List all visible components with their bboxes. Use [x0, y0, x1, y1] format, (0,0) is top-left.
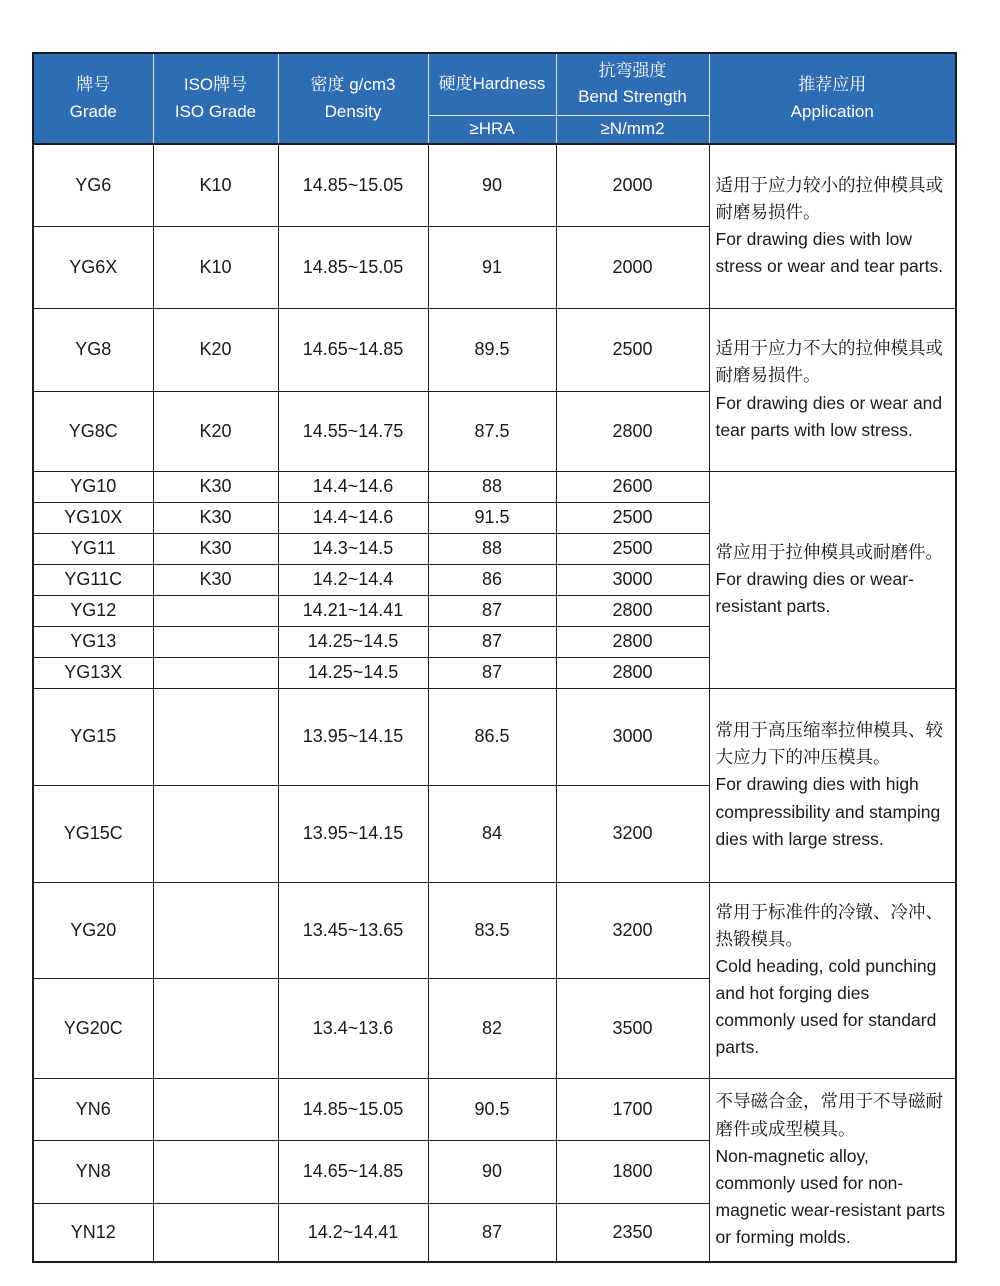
header-iso-zh: ISO牌号: [183, 75, 248, 95]
application-text-zh: 常用于高压缩率拉伸模具、较大应力下的冲压模具。: [715, 720, 943, 768]
application-cell: [709, 882, 956, 1078]
iso-cell: [153, 978, 278, 1078]
grade-cell: YG6X: [33, 226, 153, 308]
hra-cell: 84: [428, 785, 556, 882]
header-density-en: Density: [324, 101, 382, 121]
bend-cell: 3200: [556, 785, 709, 882]
iso-cell: K30: [153, 471, 278, 502]
header-bend-zh: 抗弯强度: [598, 60, 667, 80]
bend-cell: 3000: [556, 564, 709, 595]
hra-cell: 89.5: [428, 308, 556, 391]
iso-cell: K10: [153, 226, 278, 308]
density-cell: 14.85~15.05: [278, 1078, 428, 1140]
header-application-zh: 推荐应用: [798, 75, 867, 95]
application-text-en: For drawing dies with high compressibility and stamping dies with large stress.: [715, 774, 941, 849]
carbide-grades-table: [32, 52, 957, 1263]
hra-cell: 90: [428, 144, 556, 226]
grade-cell: YG6: [33, 144, 153, 226]
bend-cell: 1800: [556, 1140, 709, 1203]
grade-cell: YG13X: [33, 657, 153, 688]
application-text-zh: 不导磁合金，常用于不导磁耐磨件或成型模具。: [715, 1091, 943, 1139]
table-row: [33, 144, 956, 226]
grade-cell: YG12: [33, 595, 153, 626]
header-hardness-unit: ≥HRA: [428, 115, 556, 144]
density-cell: 14.4~14.6: [278, 502, 428, 533]
hra-cell: 88: [428, 533, 556, 564]
table-body: [33, 144, 956, 1262]
header-iso-en: ISO Grade: [174, 101, 257, 121]
density-cell: 14.2~14.4: [278, 564, 428, 595]
bend-cell: 2800: [556, 391, 709, 471]
application-text-en: For drawing dies with low stress or wear and tear parts.: [715, 229, 944, 277]
density-cell: 14.25~14.5: [278, 626, 428, 657]
bend-cell: 2500: [556, 533, 709, 564]
density-cell: 14.65~14.85: [278, 1140, 428, 1203]
table-row: [33, 308, 956, 391]
bend-cell: 2350: [556, 1203, 709, 1262]
bend-cell: 3000: [556, 688, 709, 785]
grade-cell: YN6: [33, 1078, 153, 1140]
header-density-zh: 密度 g/cm3: [310, 75, 396, 95]
grade-cell: YN8: [33, 1140, 153, 1203]
density-cell: 14.55~14.75: [278, 391, 428, 471]
header-application-en: Application: [790, 101, 874, 121]
application-text-en: Cold heading, cold punching and hot forging dies commonly used for standard parts.: [715, 955, 937, 1058]
bend-cell: 2500: [556, 308, 709, 391]
application-text-en: For drawing dies or wear and tear parts with low stress.: [715, 392, 943, 440]
hra-cell: 91.5: [428, 502, 556, 533]
iso-cell: [153, 595, 278, 626]
iso-cell: [153, 657, 278, 688]
density-cell: 14.4~14.6: [278, 471, 428, 502]
application-text-zh: 常应用于拉伸模具或耐磨件。: [715, 541, 943, 562]
hra-cell: 91: [428, 226, 556, 308]
hra-cell: 88: [428, 471, 556, 502]
iso-cell: K20: [153, 308, 278, 391]
density-cell: 13.4~13.6: [278, 978, 428, 1078]
hra-cell: 90.5: [428, 1078, 556, 1140]
grade-cell: YG10: [33, 471, 153, 502]
header-grade: [33, 53, 153, 144]
density-cell: 13.45~13.65: [278, 882, 428, 978]
iso-cell: [153, 1203, 278, 1262]
hra-cell: 87: [428, 595, 556, 626]
bend-cell: 2500: [556, 502, 709, 533]
header-iso-grade: [153, 53, 278, 144]
application-text-zh: 适用于应力不大的拉伸模具或耐磨易损件。: [715, 338, 943, 386]
hra-cell: 83.5: [428, 882, 556, 978]
density-cell: 14.3~14.5: [278, 533, 428, 564]
header-bend-strength: [556, 53, 709, 115]
density-cell: 13.95~14.15: [278, 785, 428, 882]
density-cell: 14.65~14.85: [278, 308, 428, 391]
table-row: [33, 882, 956, 978]
density-cell: 14.85~15.05: [278, 226, 428, 308]
header-application: [709, 53, 956, 144]
iso-cell: [153, 626, 278, 657]
table-row: [33, 1078, 956, 1140]
header-density: [278, 53, 428, 144]
iso-cell: K30: [153, 533, 278, 564]
grade-cell: YG15: [33, 688, 153, 785]
iso-cell: [153, 785, 278, 882]
header-bend-en: Bend Strength: [578, 87, 687, 107]
grade-cell: YG11: [33, 533, 153, 564]
grade-cell: YN12: [33, 1203, 153, 1262]
grade-cell: YG10X: [33, 502, 153, 533]
hra-cell: 87: [428, 657, 556, 688]
bend-cell: 2800: [556, 595, 709, 626]
application-text-en: Non-magnetic alloy, commonly used for non-magnetic wear-resistant parts or forming molds.: [715, 1145, 946, 1247]
grade-cell: YG15C: [33, 785, 153, 882]
bend-cell: 2000: [556, 226, 709, 308]
header-hardness: [428, 53, 556, 115]
hra-cell: 86.5: [428, 688, 556, 785]
application-cell: [709, 144, 956, 308]
density-cell: 14.21~14.41: [278, 595, 428, 626]
grade-cell: YG13: [33, 626, 153, 657]
header-grade-zh: 牌号: [76, 75, 111, 95]
application-cell: [709, 308, 956, 471]
grade-cell: YG20C: [33, 978, 153, 1078]
grade-cell: YG20: [33, 882, 153, 978]
density-cell: 14.85~15.05: [278, 144, 428, 226]
iso-cell: [153, 1140, 278, 1203]
bend-cell: 2600: [556, 471, 709, 502]
hra-cell: 82: [428, 978, 556, 1078]
application-cell: [709, 1078, 956, 1262]
bend-cell: 2000: [556, 144, 709, 226]
iso-cell: [153, 1078, 278, 1140]
iso-cell: K30: [153, 564, 278, 595]
application-cell: [709, 688, 956, 882]
iso-cell: K10: [153, 144, 278, 226]
grade-cell: YG11C: [33, 564, 153, 595]
header-bend-unit: ≥N/mm2: [556, 115, 709, 144]
application-text-zh: 常用于标准件的冷镦、冷冲、热锻模具。: [715, 901, 943, 949]
hra-cell: 87: [428, 626, 556, 657]
application-cell: [709, 471, 956, 688]
iso-cell: K30: [153, 502, 278, 533]
hra-cell: 90: [428, 1140, 556, 1203]
density-cell: 14.2~14.41: [278, 1203, 428, 1262]
header-hardness-label: 硬度Hardness: [438, 74, 546, 94]
iso-cell: [153, 882, 278, 978]
header-grade-en: Grade: [69, 101, 117, 121]
iso-cell: K20: [153, 391, 278, 471]
hra-cell: 87: [428, 1203, 556, 1262]
bend-cell: 1700: [556, 1078, 709, 1140]
bend-cell: 3200: [556, 882, 709, 978]
table-row: [33, 688, 956, 785]
grade-cell: YG8: [33, 308, 153, 391]
table-row: [33, 471, 956, 502]
bend-cell: 2800: [556, 626, 709, 657]
grade-cell: YG8C: [33, 391, 153, 471]
iso-cell: [153, 688, 278, 785]
table-header: [33, 53, 956, 144]
density-cell: 14.25~14.5: [278, 657, 428, 688]
application-text-en: For drawing dies or wear-resistant parts.: [715, 568, 914, 617]
application-text-zh: 适用于应力较小的拉伸模具或耐磨易损件。: [715, 175, 943, 223]
hra-cell: 86: [428, 564, 556, 595]
bend-cell: 3500: [556, 978, 709, 1078]
bend-cell: 2800: [556, 657, 709, 688]
density-cell: 13.95~14.15: [278, 688, 428, 785]
hra-cell: 87.5: [428, 391, 556, 471]
